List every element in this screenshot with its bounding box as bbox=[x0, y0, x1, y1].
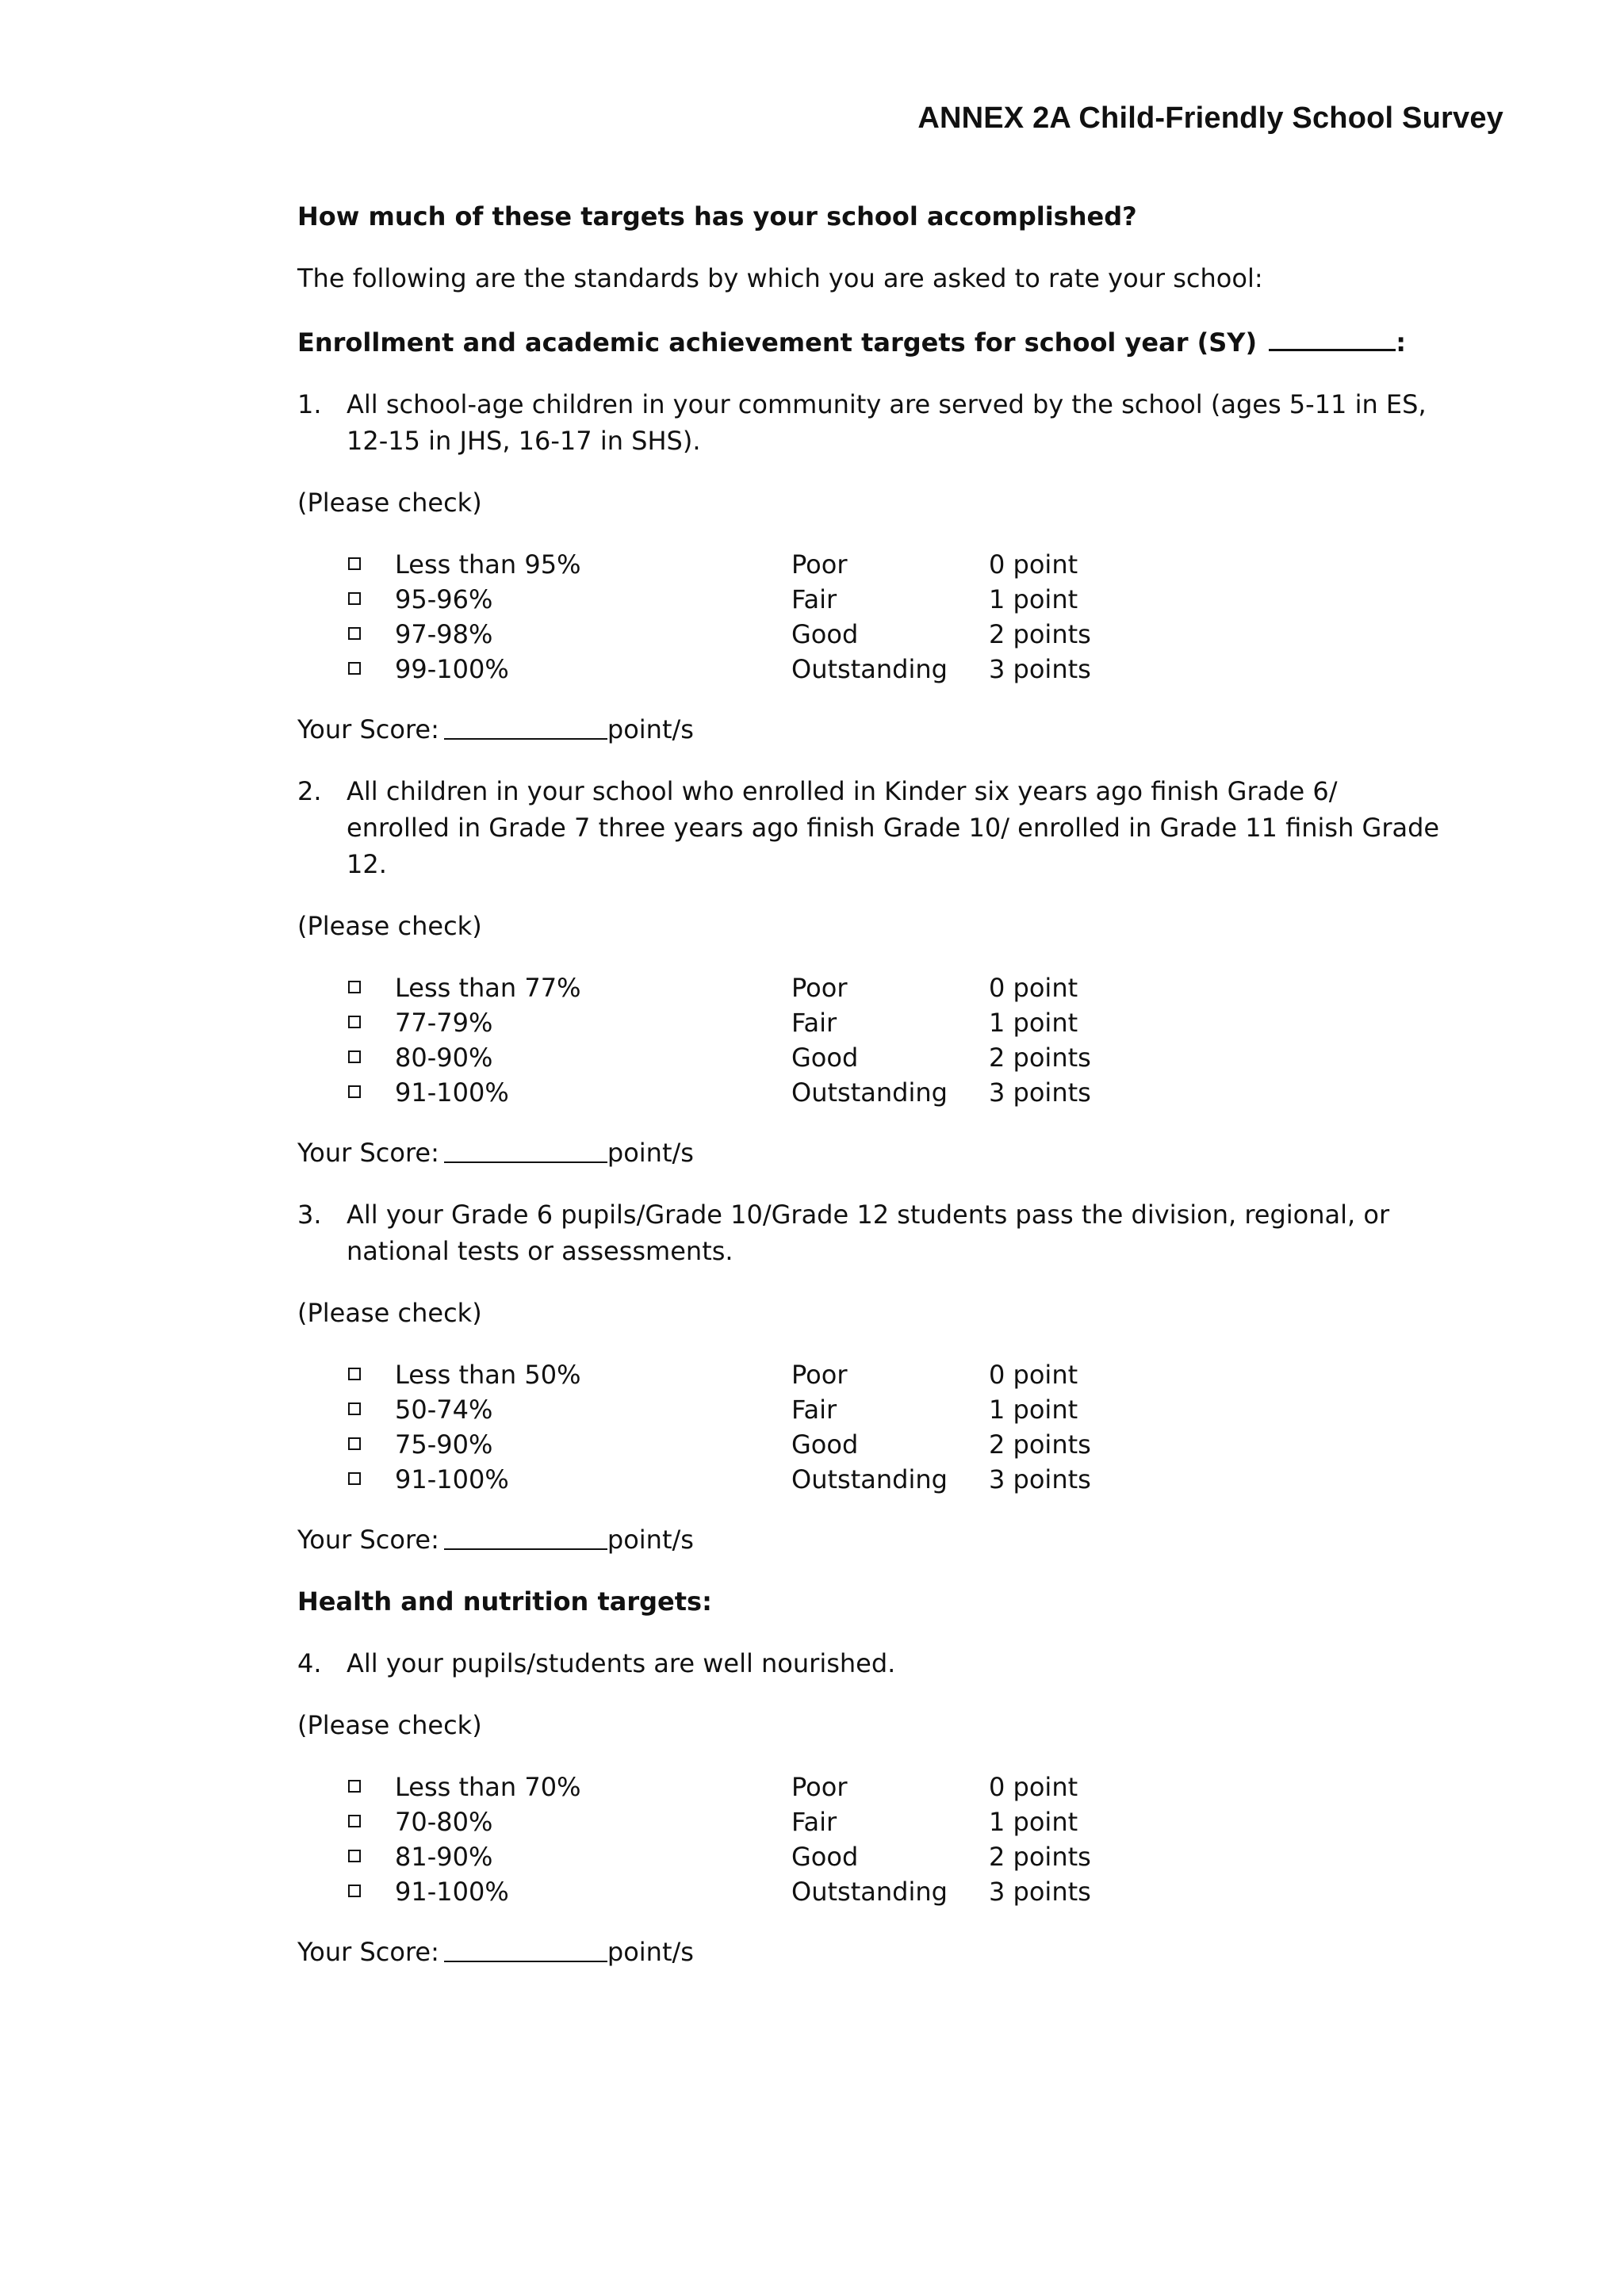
option-range: Less than 70% bbox=[395, 1772, 581, 1802]
question-1 bbox=[297, 386, 1447, 459]
option-points: 2 points bbox=[989, 1043, 1091, 1073]
option-points: 3 points bbox=[989, 1077, 1091, 1108]
checkbox[interactable] bbox=[348, 1402, 361, 1415]
option-row bbox=[297, 1039, 1447, 1074]
option-row bbox=[297, 1426, 1447, 1461]
option-row bbox=[297, 1461, 1447, 1496]
option-range: 77-79% bbox=[395, 1008, 493, 1038]
question-number: 1. bbox=[297, 389, 322, 419]
intro-question: How much of these targets has your school accomplished? bbox=[297, 201, 1137, 232]
option-range: Less than 50% bbox=[395, 1360, 581, 1390]
option-range: 91-100% bbox=[395, 1464, 509, 1494]
option-rating: Poor bbox=[791, 973, 848, 1003]
checkbox[interactable] bbox=[348, 662, 361, 675]
option-row bbox=[297, 970, 1447, 1004]
option-range: 81-90% bbox=[395, 1842, 493, 1872]
option-rating: Fair bbox=[791, 584, 837, 614]
section-heading-colon: : bbox=[1396, 327, 1407, 358]
options-list-3 bbox=[297, 1357, 1447, 1496]
option-rating: Fair bbox=[791, 1807, 837, 1837]
option-rating: Fair bbox=[791, 1395, 837, 1425]
option-range: 80-90% bbox=[395, 1043, 493, 1073]
school-year-blank[interactable] bbox=[1269, 322, 1396, 351]
your-score-label: Your Score: bbox=[297, 1525, 439, 1555]
option-points: 1 point bbox=[989, 1008, 1078, 1038]
option-points: 1 point bbox=[989, 1395, 1078, 1425]
your-score-label: Your Score: bbox=[297, 714, 439, 744]
option-points: 2 points bbox=[989, 1842, 1091, 1872]
checkbox[interactable] bbox=[348, 1016, 361, 1028]
option-row bbox=[297, 651, 1447, 686]
option-range: 99-100% bbox=[395, 654, 509, 684]
option-row bbox=[297, 1873, 1447, 1908]
option-rating: Good bbox=[791, 1429, 859, 1460]
checkbox[interactable] bbox=[348, 557, 361, 570]
option-row bbox=[297, 1391, 1447, 1426]
option-row bbox=[297, 546, 1447, 581]
question-text: All school-age children in your community are served by the school (ages 5-11 in ES, 12-15 in JHS, 16-17 in SHS). bbox=[347, 389, 1427, 456]
option-range: 50-74% bbox=[395, 1395, 493, 1425]
score-blank[interactable] bbox=[444, 1934, 607, 1962]
point-suffix: point/s bbox=[607, 1138, 694, 1168]
checkbox[interactable] bbox=[348, 1815, 361, 1827]
option-range: Less than 77% bbox=[395, 973, 581, 1003]
option-rating: Poor bbox=[791, 549, 848, 580]
option-points: 1 point bbox=[989, 584, 1078, 614]
point-suffix: point/s bbox=[607, 714, 694, 744]
question-3 bbox=[297, 1196, 1447, 1269]
option-row bbox=[297, 581, 1447, 616]
please-check-label: (Please check) bbox=[297, 1710, 482, 1740]
checkbox[interactable] bbox=[348, 1885, 361, 1897]
please-check-label: (Please check) bbox=[297, 488, 482, 518]
option-rating: Outstanding bbox=[791, 1877, 948, 1907]
score-line-4 bbox=[297, 1934, 1447, 1970]
question-text: All your pupils/students are well nourished. bbox=[347, 1648, 896, 1678]
point-suffix: point/s bbox=[607, 1525, 694, 1555]
option-points: 0 point bbox=[989, 1360, 1078, 1390]
question-number: 4. bbox=[297, 1648, 322, 1678]
question-text: All children in your school who enrolled in Kinder six years ago finish Grade 6/ enrolled in Grade 7 three years ago finish Grade 10/ enrolled in Grade 11 finish Grade 12. bbox=[347, 776, 1440, 879]
options-list-1 bbox=[297, 546, 1447, 686]
option-range: 91-100% bbox=[395, 1877, 509, 1907]
score-line-2 bbox=[297, 1135, 1447, 1171]
options-list-4 bbox=[297, 1769, 1447, 1908]
option-range: 95-96% bbox=[395, 584, 493, 614]
checkbox[interactable] bbox=[348, 1050, 361, 1063]
question-number: 2. bbox=[297, 776, 322, 806]
option-points: 0 point bbox=[989, 549, 1078, 580]
checkbox[interactable] bbox=[348, 592, 361, 605]
option-rating: Outstanding bbox=[791, 1464, 948, 1494]
option-row bbox=[297, 1074, 1447, 1109]
options-list-2 bbox=[297, 970, 1447, 1109]
option-points: 3 points bbox=[989, 1464, 1091, 1494]
option-row bbox=[297, 1804, 1447, 1839]
checkbox[interactable] bbox=[348, 1780, 361, 1793]
option-points: 3 points bbox=[989, 1877, 1091, 1907]
score-line-1 bbox=[297, 711, 1447, 748]
survey-content bbox=[297, 198, 1447, 1996]
option-range: Less than 95% bbox=[395, 549, 581, 580]
checkbox[interactable] bbox=[348, 981, 361, 993]
annex-title: ANNEX 2A Child-Friendly School Survey bbox=[917, 101, 1503, 135]
option-rating: Outstanding bbox=[791, 1077, 948, 1108]
option-rating: Good bbox=[791, 619, 859, 649]
please-check-label: (Please check) bbox=[297, 911, 482, 941]
your-score-label: Your Score: bbox=[297, 1138, 439, 1168]
option-points: 3 points bbox=[989, 654, 1091, 684]
option-points: 2 points bbox=[989, 619, 1091, 649]
score-blank[interactable] bbox=[444, 1521, 607, 1550]
option-points: 2 points bbox=[989, 1429, 1091, 1460]
section-heading-health: Health and nutrition targets: bbox=[297, 1586, 712, 1617]
checkbox[interactable] bbox=[348, 1437, 361, 1450]
checkbox[interactable] bbox=[348, 1472, 361, 1485]
score-blank[interactable] bbox=[444, 1135, 607, 1163]
question-number: 3. bbox=[297, 1200, 322, 1230]
option-rating: Outstanding bbox=[791, 654, 948, 684]
option-row bbox=[297, 1004, 1447, 1039]
option-rating: Fair bbox=[791, 1008, 837, 1038]
option-row bbox=[297, 1769, 1447, 1804]
question-2 bbox=[297, 773, 1447, 882]
option-rating: Poor bbox=[791, 1360, 848, 1390]
option-range: 75-90% bbox=[395, 1429, 493, 1460]
checkbox[interactable] bbox=[348, 1850, 361, 1862]
option-range: 70-80% bbox=[395, 1807, 493, 1837]
score-blank[interactable] bbox=[444, 711, 607, 740]
section-heading-enrollment-text: Enrollment and academic achievement targets for school year (SY) bbox=[297, 327, 1258, 358]
option-rating: Good bbox=[791, 1842, 859, 1872]
question-text: All your Grade 6 pupils/Grade 10/Grade 12 students pass the division, regional, or national tests or assessments. bbox=[347, 1200, 1390, 1266]
standards-text: The following are the standards by which you are asked to rate your school: bbox=[297, 263, 1263, 293]
option-row bbox=[297, 1357, 1447, 1391]
option-points: 0 point bbox=[989, 973, 1078, 1003]
question-4 bbox=[297, 1645, 1447, 1682]
point-suffix: point/s bbox=[607, 1937, 694, 1967]
please-check-label: (Please check) bbox=[297, 1298, 482, 1328]
option-row bbox=[297, 1839, 1447, 1873]
option-points: 1 point bbox=[989, 1807, 1078, 1837]
option-rating: Good bbox=[791, 1043, 859, 1073]
option-range: 97-98% bbox=[395, 619, 493, 649]
section-heading-enrollment bbox=[297, 322, 1447, 361]
checkbox[interactable] bbox=[348, 627, 361, 640]
score-line-3 bbox=[297, 1521, 1447, 1558]
option-rating: Poor bbox=[791, 1772, 848, 1802]
option-range: 91-100% bbox=[395, 1077, 509, 1108]
checkbox[interactable] bbox=[348, 1085, 361, 1098]
your-score-label: Your Score: bbox=[297, 1937, 439, 1967]
option-points: 0 point bbox=[989, 1772, 1078, 1802]
option-row bbox=[297, 616, 1447, 651]
checkbox[interactable] bbox=[348, 1368, 361, 1380]
